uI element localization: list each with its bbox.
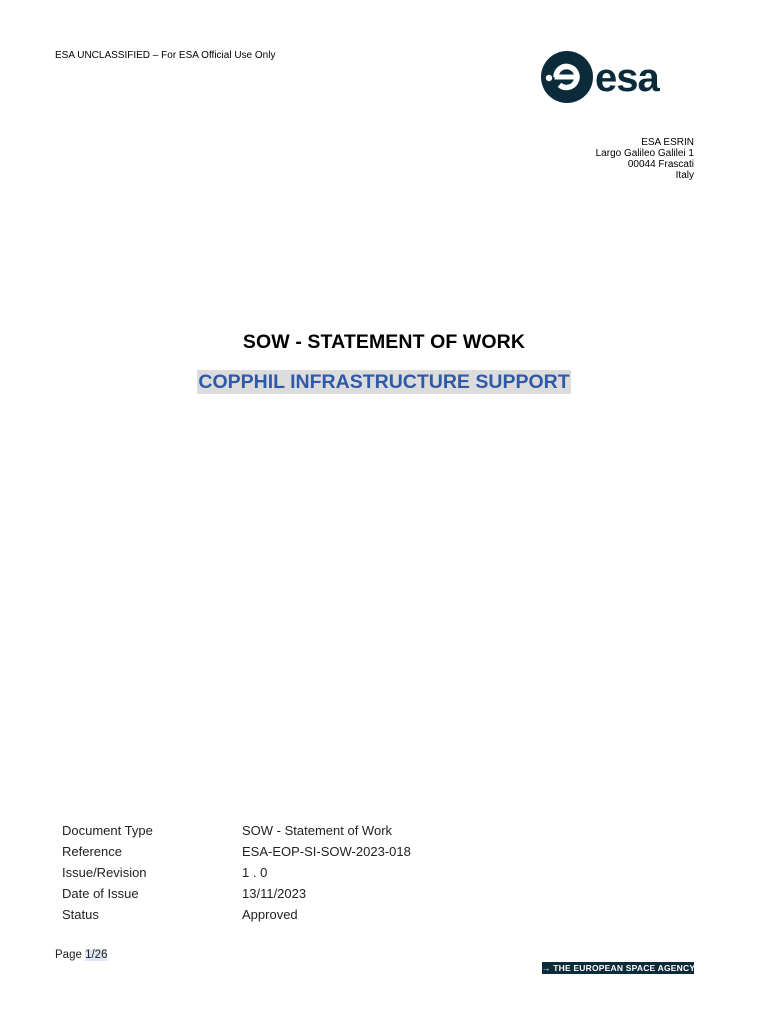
esa-logo <box>540 48 700 106</box>
page-number <box>55 949 107 961</box>
metadata-row <box>62 841 411 862</box>
document-title: SOW - STATEMENT OF WORK <box>242 331 526 353</box>
metadata-label: Status <box>62 907 99 922</box>
metadata-value: Approved <box>242 907 298 922</box>
metadata-label: Issue/Revision <box>62 865 147 880</box>
page-label: Page <box>55 949 82 961</box>
page-current: 1 <box>85 949 92 961</box>
metadata-label: Reference <box>62 844 122 859</box>
metadata-value: ESA-EOP-SI-SOW-2023-018 <box>242 844 411 859</box>
svg-text:esa: esa <box>595 56 659 100</box>
metadata-value: 1 . 0 <box>242 865 268 880</box>
classification-label: ESA UNCLASSIFIED – For ESA Official Use Only <box>55 50 276 61</box>
address-line: Largo Galileo Galilei 1 <box>595 148 694 159</box>
address-line: ESA ESRIN <box>641 137 694 148</box>
page-separator: / <box>91 949 95 961</box>
metadata-row <box>62 904 411 925</box>
document-metadata-table <box>62 820 411 925</box>
metadata-row <box>62 883 411 904</box>
metadata-row <box>62 862 411 883</box>
metadata-label: Document Type <box>62 823 153 838</box>
address-block <box>596 137 694 181</box>
agency-banner: → THE EUROPEAN SPACE AGENCY <box>542 963 696 973</box>
document-subtitle-container <box>0 370 768 394</box>
address-line: 00044 Frascati <box>627 159 694 170</box>
address-line: Italy <box>675 170 694 181</box>
metadata-value: SOW - Statement of Work <box>242 823 393 838</box>
document-subtitle: COPPHIL INFRASTRUCTURE SUPPORT <box>198 371 570 393</box>
metadata-value: 13/11/2023 <box>242 886 307 901</box>
metadata-row <box>62 820 411 841</box>
metadata-label: Date of Issue <box>62 886 139 901</box>
page-total: 26 <box>94 949 108 961</box>
